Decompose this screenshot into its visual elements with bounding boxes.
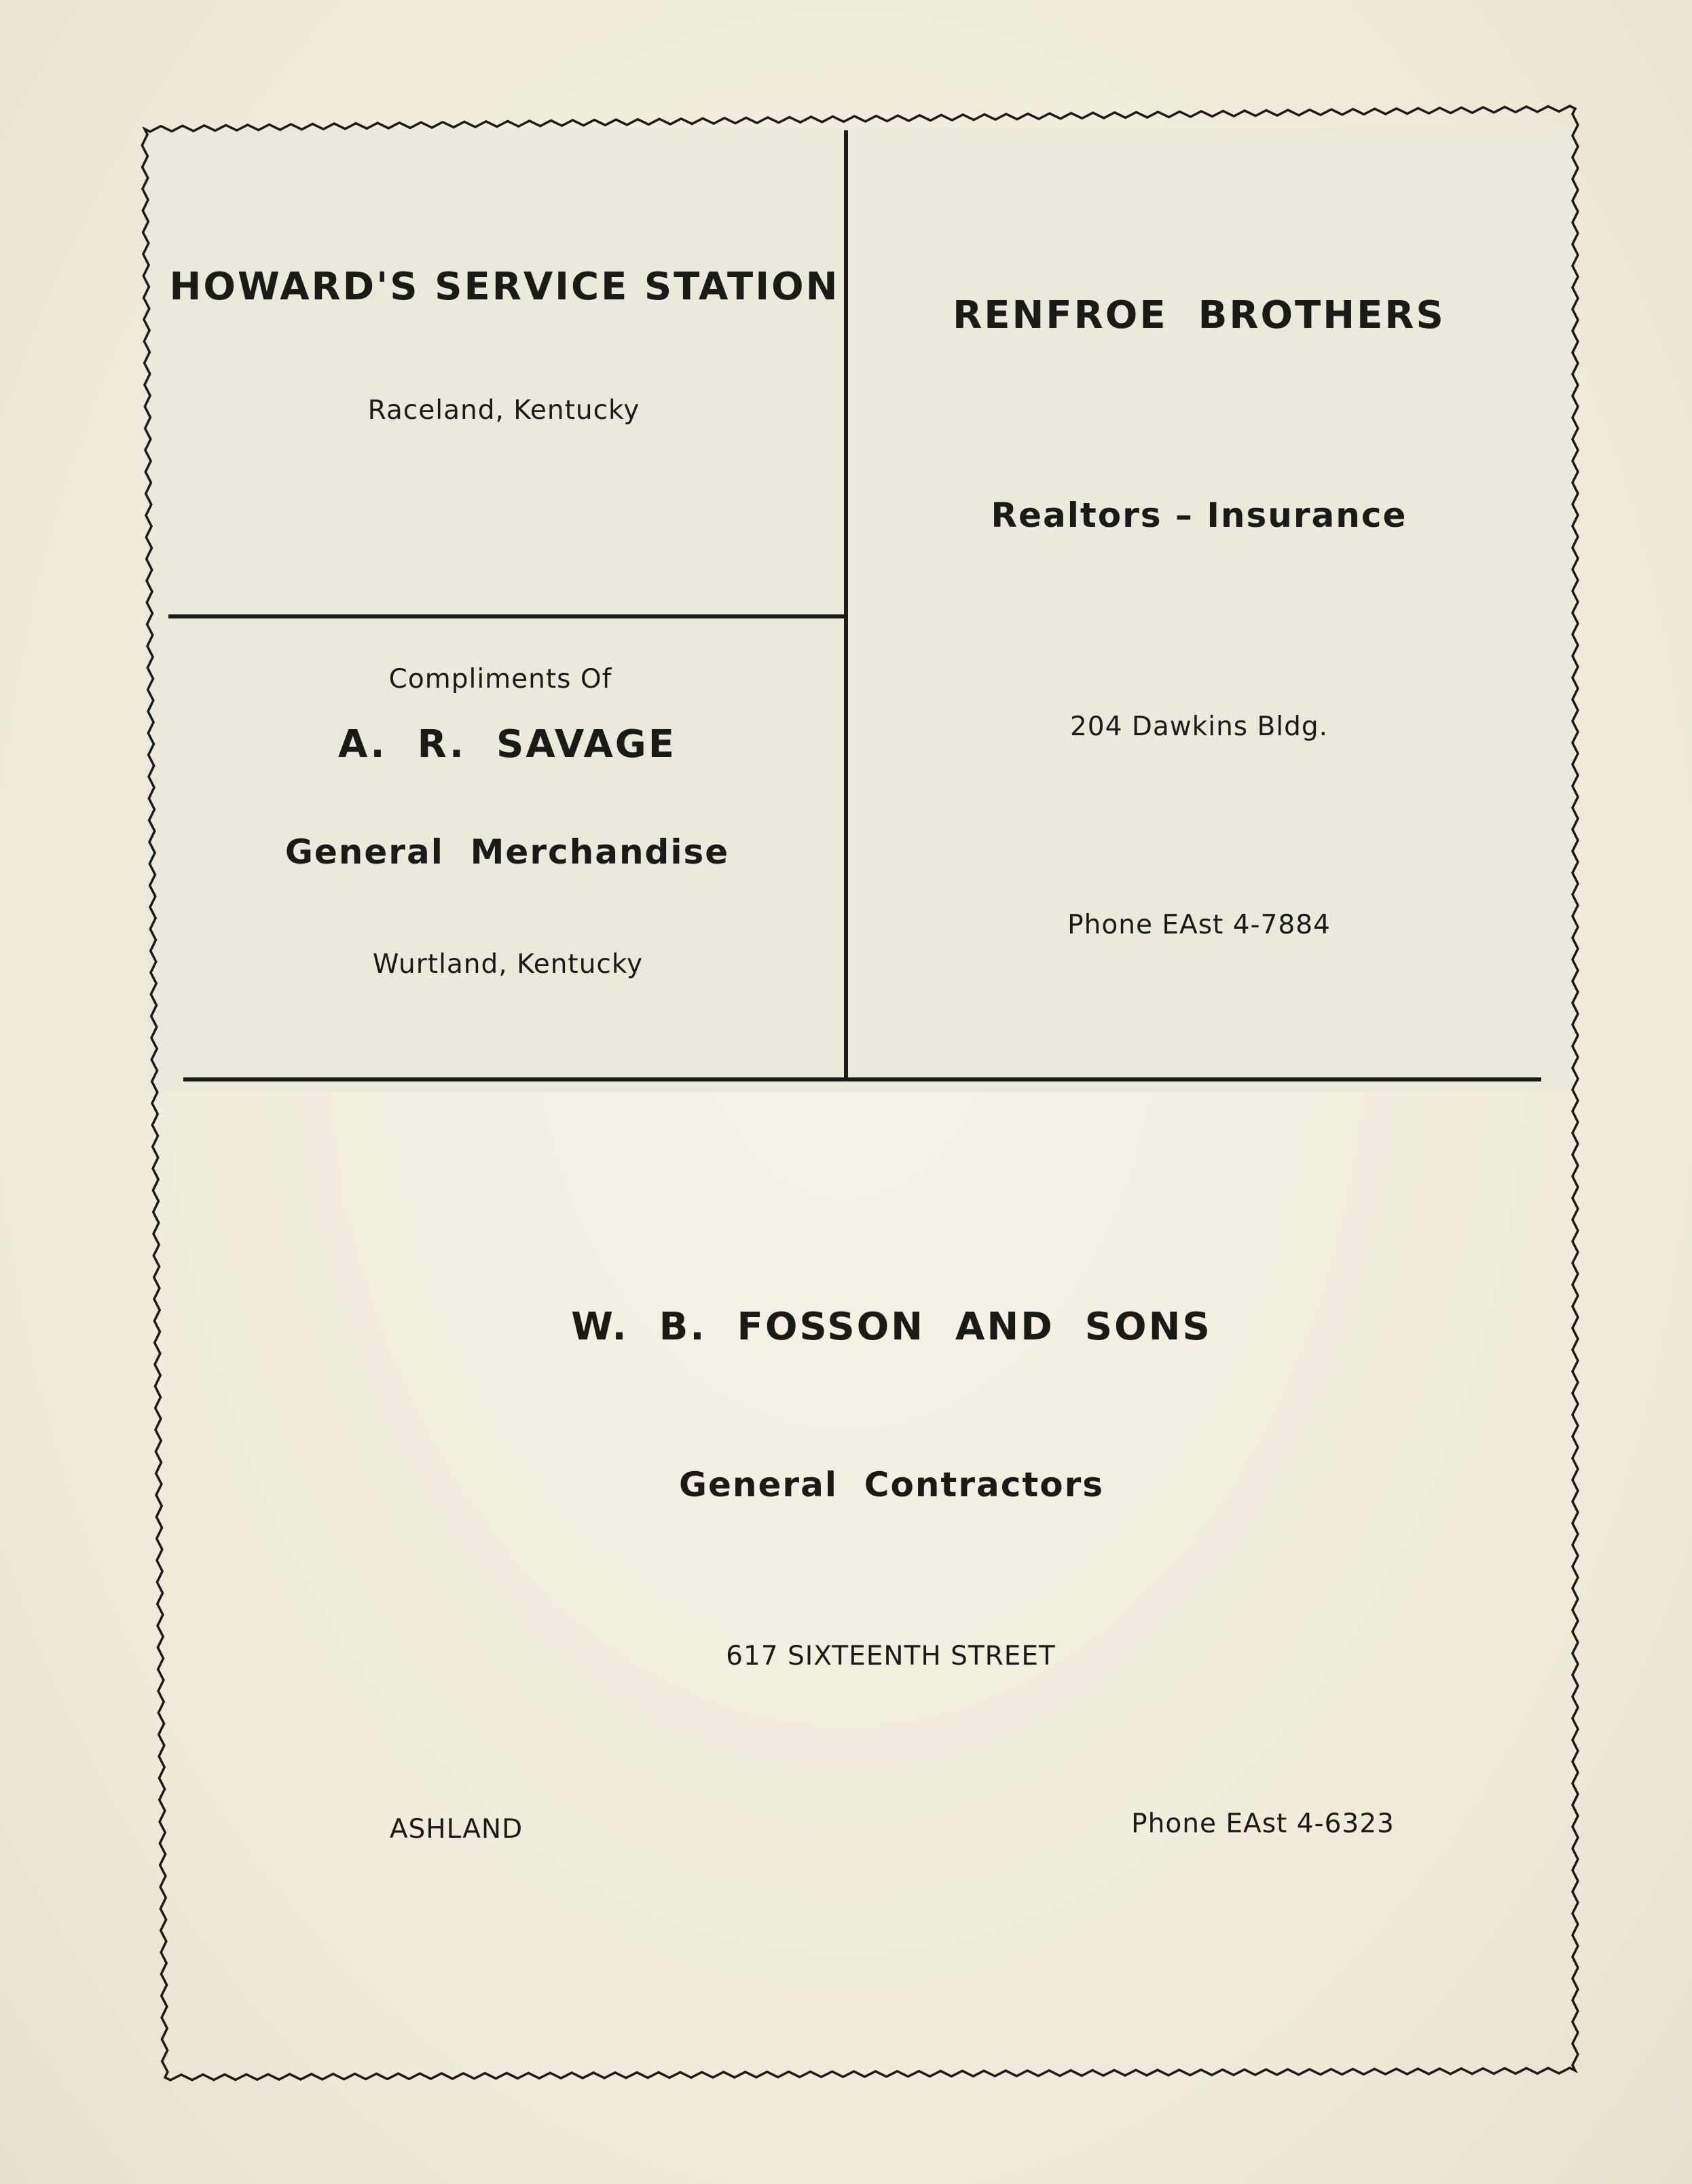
renfroe-phone: Phone EAst 4-7884 xyxy=(1067,910,1331,940)
savage-compliments-line: Compliments Of xyxy=(388,664,612,695)
fosson-business-name: W. B. FOSSON AND SONS xyxy=(571,1305,1212,1349)
savage-business-name: A. R. SAVAGE xyxy=(337,722,677,766)
fosson-address: 617 SIXTEENTH STREET xyxy=(726,1641,1056,1671)
savage-location: Wurtland, Kentucky xyxy=(372,949,644,980)
fosson-phone: Phone EAst 4-6323 xyxy=(1131,1809,1395,1839)
wavy-border xyxy=(142,106,1578,2080)
howards-location: Raceland, Kentucky xyxy=(367,395,640,426)
vertical-divider xyxy=(844,130,848,1077)
renfroe-business-name: RENFROE BROTHERS xyxy=(953,293,1446,337)
fosson-city: ASHLAND xyxy=(389,1814,523,1845)
renfroe-business-type: Realtors – Insurance xyxy=(991,496,1408,535)
howards-business-name: HOWARD'S SERVICE STATION xyxy=(169,265,840,309)
renfroe-address: 204 Dawkins Bldg. xyxy=(1069,711,1329,742)
savage-business-type: General Merchandise xyxy=(284,832,730,872)
left-horizontal-divider xyxy=(168,614,844,618)
fosson-business-type: General Contractors xyxy=(678,1465,1105,1504)
main-horizontal-divider xyxy=(183,1077,1541,1081)
